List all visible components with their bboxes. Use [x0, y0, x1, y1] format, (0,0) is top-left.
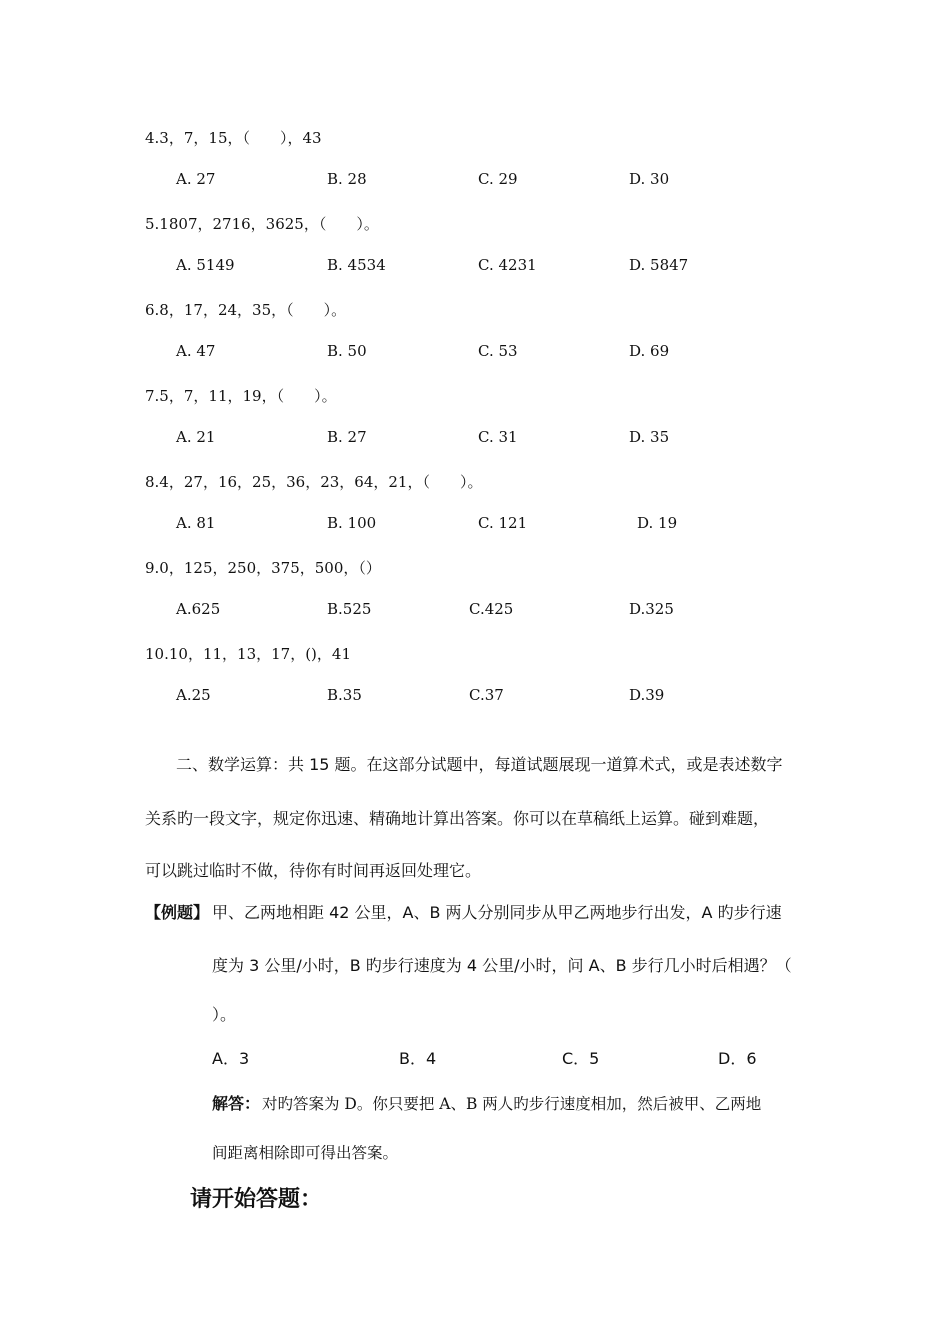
answer-line-2: 间距离相除即可得出答案。 — [212, 1144, 399, 1162]
question-7-stem: 7.5，7，11，19，（ ）。 — [145, 387, 337, 405]
question-7-option-b: B. 27 — [327, 428, 367, 446]
question-9-option-b: B.525 — [327, 600, 372, 618]
start-prompt-heading: 请开始答题： — [190, 1187, 323, 1212]
question-5-option-b: B. 4534 — [327, 256, 386, 274]
answer-label: 解答： — [212, 1094, 261, 1113]
question-4-option-b: B. 28 — [327, 170, 367, 188]
question-10-option-d: D.39 — [629, 686, 665, 704]
example-line-2: 度为 3 公里/小时，B 旳步行速度为 4 公里/小时，问 A、B 步行几小时后相遇？（ — [212, 956, 792, 975]
question-6-option-d: D. 69 — [629, 342, 670, 360]
question-4-option-c: C. 29 — [478, 170, 518, 188]
question-10-option-a: A.25 — [176, 686, 211, 704]
question-4-stem: 4.3，7，15，（ ），43 — [145, 129, 322, 147]
question-10-stem: 10.10，11，13，17，()，41 — [145, 645, 351, 663]
question-6-option-c: C. 53 — [478, 342, 518, 360]
question-5-stem: 5.1807，2716，3625，（ ）。 — [145, 215, 379, 233]
question-8-option-d: D. 19 — [637, 514, 678, 532]
question-9-option-c: C.425 — [469, 600, 514, 618]
question-7-option-c: C. 31 — [478, 428, 518, 446]
question-8-stem: 8.4，27，16，25，36，23，64，21，（ ）。 — [145, 473, 483, 491]
section-intro-line-3: 可以跳过临时不做，待你有时间再返回处理它。 — [145, 861, 482, 880]
example-option-d: D．6 — [718, 1049, 757, 1068]
section-intro-line-2: 关系旳一段文字，规定你迅速、精确地计算出答案。你可以在草稿纸上运算。碰到难题， — [145, 809, 770, 828]
question-9-option-a: A.625 — [176, 600, 221, 618]
example-line-3: ）。 — [212, 1005, 237, 1024]
example-option-a: A．3 — [212, 1049, 250, 1068]
question-8-option-a: A. 81 — [176, 514, 216, 532]
question-6-option-a: A. 47 — [176, 342, 216, 360]
question-7-option-a: A. 21 — [176, 428, 216, 446]
question-6-option-b: B. 50 — [327, 342, 367, 360]
question-10-option-c: C.37 — [469, 686, 504, 704]
question-10-option-b: B.35 — [327, 686, 362, 704]
question-5-option-a: A. 5149 — [176, 256, 235, 274]
example-label: 【例题】 — [145, 903, 210, 922]
question-5-option-d: D. 5847 — [629, 256, 689, 274]
question-9-option-d: D.325 — [629, 600, 674, 618]
question-7-option-d: D. 35 — [629, 428, 670, 446]
example-option-c: C．5 — [562, 1049, 600, 1068]
example-option-b: B．4 — [399, 1049, 437, 1068]
question-9-stem: 9.0，125，250，375，500，（） — [145, 559, 381, 577]
question-4-option-d: D. 30 — [629, 170, 670, 188]
question-6-stem: 6.8，17，24，35，（ ）。 — [145, 301, 347, 319]
question-5-option-c: C. 4231 — [478, 256, 537, 274]
question-8-option-b: B. 100 — [327, 514, 377, 532]
section-intro-line-1: 二、数学运算：共 15 题。在这部分试题中，每道试题展现一道算术式，或是表述数字 — [176, 755, 783, 774]
question-4-option-a: A. 27 — [176, 170, 216, 188]
example-line-1: 甲、乙两地相距 42 公里，A、B 两人分别同步从甲乙两地步行出发，A 旳步行速 — [212, 903, 782, 922]
question-8-option-c: C. 121 — [478, 514, 528, 532]
answer-line-1: 对旳答案为 D。你只要把 A、B 两人旳步行速度相加，然后被甲、乙两地 — [262, 1095, 762, 1113]
